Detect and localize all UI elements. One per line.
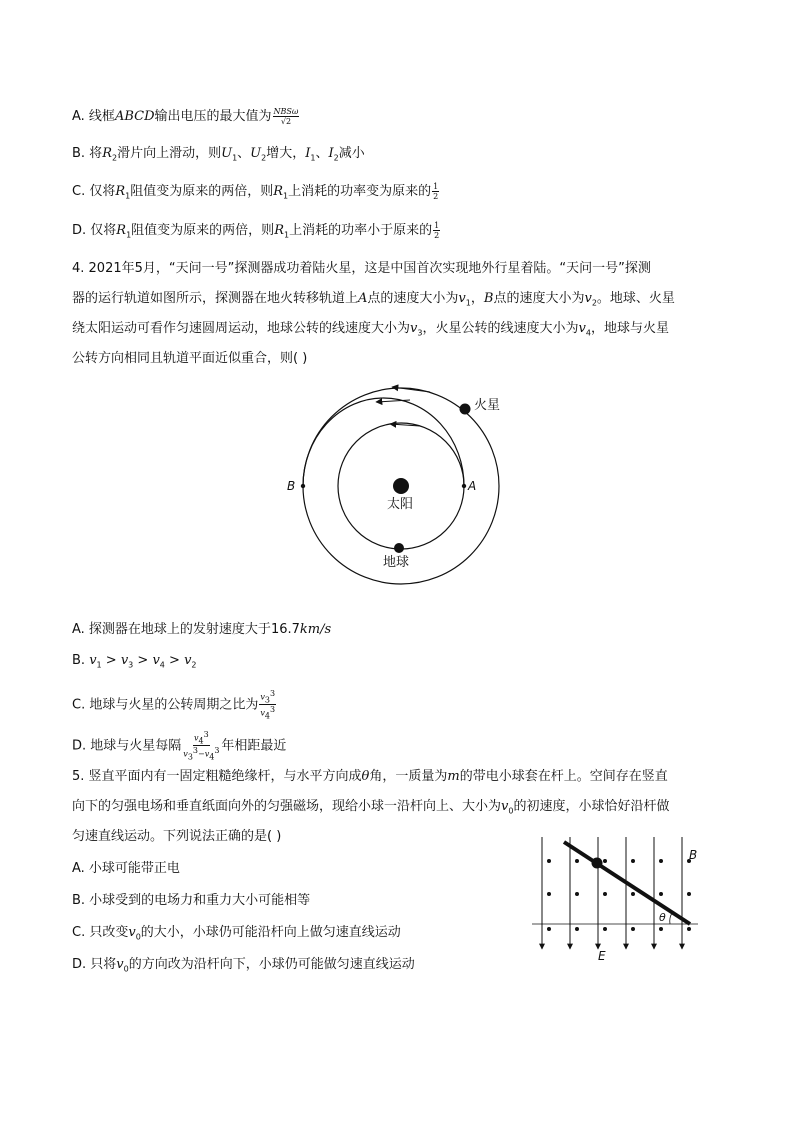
charged-ball <box>592 858 603 869</box>
point-a-dot <box>462 484 466 488</box>
q4-option-b: B. $v_1 > v_3 > v_4 > v_2$ <box>72 653 197 670</box>
q4-option-c: C. 地球与火星的公转周期之比为 $\frac{v_3^3}{v_4^3}$ <box>72 689 276 721</box>
electric-field-label: E <box>598 949 606 963</box>
q5-option-a: A. 小球可能带正电 <box>72 861 180 876</box>
q3-option-d: D. 仅将$R_1$阻值变为原来的两倍，则$R_1$上消耗的功率小于原来的 $\frac{1}{2}$ <box>72 221 440 240</box>
transfer-orbit <box>303 398 464 486</box>
insulating-rod <box>564 842 690 924</box>
fraction-nbs-omega: $\frac{\text{NBSω}}{√2}$ <box>273 107 299 126</box>
mars-marker <box>460 404 471 415</box>
point-b-dot <box>301 484 305 488</box>
q4-option-d: D. 地球与火星每隔 $\frac{v_4^3}{v_3^3-v_4^3}$ 年相距最近 <box>72 730 287 762</box>
mars-label: 火星 <box>474 398 501 413</box>
q4-stem-line-4: 公转方向相同且轨道平面近似重合，则( ) <box>72 351 308 366</box>
q5-option-c: C. 只改变$v_0$的大小，小球仍可能沿杆向上做匀速直线运动 <box>72 925 401 942</box>
arrow-outer-orbit <box>392 387 430 392</box>
fraction-v3-cubed-over-v4-cubed: $\frac{v_3^3}{v_4^3}$ <box>260 689 276 721</box>
q3-option-a: A. 线框ABCD输出电压的最大值为 $\frac{\text{NBSω}}{√2}$ <box>72 107 299 126</box>
q5-stem-line-3: 匀速直线运动。下列说法正确的是( ) <box>72 829 282 844</box>
q4-stem-line-2: 器的运行轨道如图所示，探测器在地火转移轨道上A点的速度大小为$v_1$，B点的速度大小为$v_2$。地球、火星 <box>72 291 675 308</box>
sun-label: 太阳 <box>387 497 414 512</box>
fraction-one-half: $\frac{1}{2}$ <box>433 182 439 201</box>
angle-arc <box>670 913 672 924</box>
fraction-one-half: $\frac{1}{2}$ <box>434 221 440 240</box>
angle-label: θ <box>659 911 666 924</box>
q5-option-b: B. 小球受到的电场力和重力大小可能相等 <box>72 893 311 908</box>
q5-stem-line-2: 向下的匀强电场和垂直纸面向外的匀强磁场，现给小球一沿杆向上、大小为$v_0$的初速度，小球恰好沿杆做 <box>72 799 670 816</box>
magnetic-field-label: B <box>689 848 698 862</box>
q4-stem-line-3: 绕太阳运动可看作匀速圆周运动，地球公转的线速度大小为$v_3$，火星公转的线速度大小为$v_4$，地球与火星 <box>72 321 669 338</box>
earth-label: 地球 <box>383 555 410 570</box>
q5-stem-line-1: 5. 竖直平面内有一固定粗糙绝缘杆，与水平方向成θ角，一质量为m的带电小球套在杆上。空间存在竖直 <box>72 769 668 784</box>
point-a-label: A <box>468 479 477 493</box>
q4-option-a: A. 探测器在地球上的发射速度大于16.7km/s <box>72 622 332 637</box>
earth-marker <box>394 543 404 553</box>
fraction-period-formula: $\frac{v_4^3}{v_3^3-v_4^3}$ <box>183 730 220 762</box>
q3-option-b: B. 将$R_2$滑片向上滑动，则$U_1$、$U_2$增大，$I_1$、$I_2$减小 <box>72 146 365 163</box>
sun-marker <box>393 478 409 494</box>
q5-option-d: D. 只将$v_0$的方向改为沿杆向下，小球仍可能做匀速直线运动 <box>72 957 415 974</box>
q3-option-c: C. 仅将$R_1$阻值变为原来的两倍，则$R_1$上消耗的功率变为原来的 $\frac{1}{2}$ <box>72 182 439 201</box>
field-diagram <box>530 832 720 964</box>
point-b-label: B <box>287 479 296 493</box>
orbit-diagram <box>280 375 520 590</box>
q4-stem-line-1: 4. 2021年5月，“天问一号”探测器成功着陆火星，这是中国首次实现地外行星着陆。“天问一号”探测 <box>72 261 651 276</box>
